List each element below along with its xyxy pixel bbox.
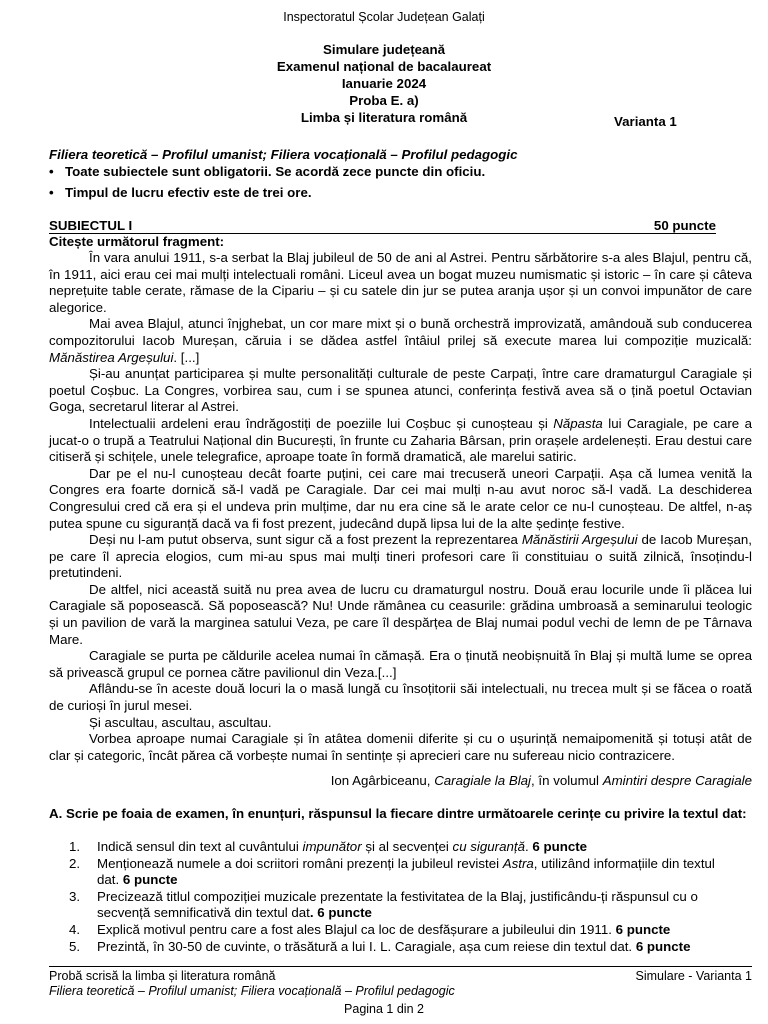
requirement-points: 6 puncte	[122, 872, 178, 888]
text-span: lui Caragiale, pe care a jucat-o o trupă a Teatrului Național din București, în frunte cu Zaharia Bârsan, prin orașele ardelenești. Erau destui care citiseră și schițele, unele telegrafice, aproape toate în formă dramatică, ale marelui satiric.	[49, 415, 753, 465]
fragment-paragraph: Caragiale se purta pe căldurile acelea numai în cămașă. Era o ținută neobișnuită în Blaj și multă lume se oprea să privească grupul ce pornea către pavilionul din Veza.[...]	[49, 648, 752, 680]
text-span: secvență semnificativă din textul dat	[97, 905, 310, 921]
literary-fragment	[49, 250, 752, 764]
fragment-paragraph: De altfel, nici această suită nu prea avea de lucru cu dramaturgul nostru. Două erau locurile unde îi plăcea lui Caragiale să poposească. Să poposească? Nu! Unde rămânea cu ceasurile: grădina umbroasă a seminarului teologic și un pavilion de vară la marginea satului Veza, pe care îl despărțea de Blaj numai podul vechi de lemn de pe Târnava Mare.	[49, 581, 752, 647]
requirement-item: 4. Explică motivul pentru care a fost ales Blajul ca loc de desfășurare a jubileului din 1911. 6 puncte	[49, 922, 752, 939]
requirements-list	[49, 839, 752, 955]
footer-left	[49, 969, 455, 999]
text-span: Indică sensul din text al cuvântului	[97, 839, 303, 854]
requirement-line	[71, 872, 752, 889]
requirement-item: 2. Menționează numele a doi scriitori români prezenți la jubileul revistei Astra, utilizând informațiile din textul dat. 6 puncte	[49, 856, 752, 889]
requirement-text: Explică motivul pentru care a fost ales Blajul ca loc de desfășurare a jubileului din 1911.	[97, 921, 612, 937]
requirement-text: Prezintă, în 30-50 de cuvinte, o trăsătură a lui I. L. Caragiale, așa cum reiese din textul dat.	[97, 938, 633, 954]
subject-header	[49, 218, 716, 234]
fragment-paragraph: Și ascultau, ascultau, ascultau.	[89, 714, 272, 730]
instruction-bullet	[49, 164, 485, 181]
text-span: .	[525, 839, 529, 854]
title-line-3: Ianuarie 2024	[341, 76, 427, 91]
requirement-points: 6 puncte	[532, 839, 588, 854]
instruction-bullet	[49, 185, 312, 202]
footer-divider	[49, 966, 752, 967]
work-title: Mănăstirii Argeșului	[521, 532, 638, 548]
fragment-paragraph	[49, 316, 752, 366]
text-span: , utilizând informațiile din textul	[533, 855, 715, 871]
bullet-icon: •	[49, 185, 54, 200]
volume-title: Amintiri despre Caragiale	[602, 773, 752, 788]
footer-exam-name: Probă scrisă la limba și literatura română	[49, 969, 276, 983]
title-line-5: Limba și literatura română	[300, 110, 468, 125]
fragment-paragraph: Aflându-se în aceste două locuri la o masă lungă cu însoțitorii săi intelectuali, nu trecea mult și se făcea o roată de curioși în jurul mesei.	[49, 681, 752, 714]
page-number: Pagina 1 din 2	[344, 1002, 424, 1016]
work-title: Caragiale la Blaj	[434, 773, 532, 788]
text-span: dat.	[97, 872, 120, 888]
text-span: de Iacob Mureșan, pe care îl aprecia elogios, cum mi-au spus mai mulți tineri profesori care îi constituiau o suită zilnică, însoțindu-l pretutindeni.	[49, 532, 752, 581]
text-span: .	[309, 905, 314, 921]
fragment-paragraph	[49, 532, 752, 582]
fragment-paragraph: Și-au anunțat participarea și multe personalități culturale de peste Carpați, între care dramaturgul Caragiale și poetul Coșbuc. La Congres, vorbirea sau, cum i se spunea atunci, conferința festivă avea să o țină poetul Octavian Goga, secretarul literar al Astrei.	[49, 366, 752, 415]
title-line-1: Simulare județeană	[323, 42, 445, 57]
requirement-line	[71, 939, 752, 956]
requirement-points: 6 puncte	[635, 938, 691, 954]
requirement-points: 6 puncte	[317, 905, 372, 921]
track-profile: Filiera teoretică – Profilul umanist; Filiera vocațională – Profilul pedagogic	[49, 147, 518, 162]
requirement-text	[97, 905, 314, 920]
requirement-item: 1. Indică sensul din text al cuvântului impunător și al secvenței cu siguranță. 6 puncte	[49, 839, 752, 856]
reading-instruction: Citește următorul fragment:	[49, 234, 225, 249]
requirement-line	[71, 839, 752, 856]
text-span: și al secvenței	[361, 839, 453, 854]
author-name: Ion Agârbiceanu,	[330, 773, 435, 788]
text-span: Menționează numele a doi scriitori români prezenți la jubileul revistei	[97, 855, 503, 871]
text-span: Deși nu l-am putut observa, sunt sigur că a fost prezent la reprezentarea	[89, 532, 522, 548]
requirement-line	[71, 922, 752, 939]
text-span: impunător	[302, 839, 362, 854]
title-line-2: Examenul național de bacalaureat	[276, 59, 492, 74]
requirement-text	[71, 856, 752, 873]
work-title: Năpasta	[553, 415, 603, 431]
fragment-paragraph: În vara anului 1911, s-a serbat la Blaj jubileul de 50 de ani al Astrei. Pentru sărbătorire s-a ales Blajul, pentru că, în 1911, aici erau cei mai mulți intelectuali români. Liceul avea un bogat muzeu numismatic și istoric – în care și câteva neprețuite table cerate, rămase de la Cipariu – și cu satele din jur se putea aranja ușor și un convoi impunător de care alegorice.	[49, 250, 752, 315]
source-attribution	[49, 773, 752, 790]
variant-label: Varianta 1	[614, 114, 677, 129]
fragment-paragraph: Dar pe el nu-l cunoșteau decât foarte puțini, cei care mai trecuseră uneori Carpații. Așa că lumea venită la Congres era foarte dornică să-l vadă pe Caragiale. Dar cei mai mulți n-au avut noroc să-l vadă. La deschiderea Congresului cred că era și el undeva prin mulțime, dar nu era cine să le arate celor ce nu-l cunoșteau. De altfel, n-aș putea spune cu siguranță dacă va fi fost prezent, judecând după lipsa lui de la alte ședințe festive.	[49, 465, 752, 531]
bullet-icon: •	[49, 164, 54, 179]
header-organization: Inspectoratul Școlar Județean Galați	[283, 10, 485, 24]
fragment-paragraph	[49, 416, 752, 466]
text-span: cu siguranță	[452, 839, 525, 854]
footer-variant: Simulare - Varianta 1	[635, 969, 752, 983]
bullet-text: Timpul de lucru efectiv este de trei ore.	[65, 185, 312, 200]
bullet-text: Toate subiectele sunt obligatorii. Se acordă zece puncte din oficiu.	[65, 164, 486, 179]
requirement-item: 5. Prezintă, în 30-50 de cuvinte, o trăsătură a lui I. L. Caragiale, așa cum reiese din textul dat. 6 puncte	[49, 939, 752, 956]
subject-label: SUBIECTUL I	[49, 218, 133, 233]
requirement-item: 3. Precizează titlul compoziției muzicale prezentate la festivitatea de la Blaj, justificându-ți răspunsul cu o secvență semnificativă din textul dat. 6 puncte	[49, 889, 752, 922]
requirement-text: Precizează titlul compoziției muzicale prezentate la festivitatea de la Blaj, justificându-ți răspunsul cu o	[97, 888, 698, 904]
section-a-heading: A. Scrie pe foaia de examen, în enunțuri, răspunsul la fiecare dintre următoarele cerințe cu privire la textul dat:	[49, 806, 747, 821]
requirement-text	[97, 839, 529, 854]
title-line-4: Proba E. a)	[349, 93, 419, 108]
text-span: , în volumul	[531, 773, 603, 788]
fragment-paragraph: Vorbea aproape numai Caragiale și în atâtea domenii diferite și cu o ușurință nemaipomenită și totuși atât de clar și categoric, încât părea că vorbește numai în sentințe și aprecieri care nu sufereau nicio contrazicere.	[49, 731, 752, 763]
requirement-points: 6 puncte	[615, 921, 671, 937]
footer-track: Filiera teoretică – Profilul umanist; Filiera vocațională – Profilul pedagogic	[49, 984, 455, 998]
text-span: Mai avea Blajul, atunci înjghebat, un cor mare mixt și o bună orchestră improvizată, amândouă sub conducerea compozitorului Iacob Mureșan, căruia i se dădea astfel întâiul prilej să execute marea lui compoziție muzicală:	[49, 316, 752, 348]
subject-points: 50 puncte	[653, 218, 716, 233]
requirement-line	[71, 905, 752, 922]
text-span: Astra	[502, 855, 534, 871]
work-title: Mănăstirea Argeșului	[49, 349, 174, 365]
text-span: . [...]	[173, 349, 200, 365]
text-span: Intelectualii ardeleni erau îndrăgostiți de poeziile lui Coșbuc și cunoșteau și	[89, 415, 554, 431]
